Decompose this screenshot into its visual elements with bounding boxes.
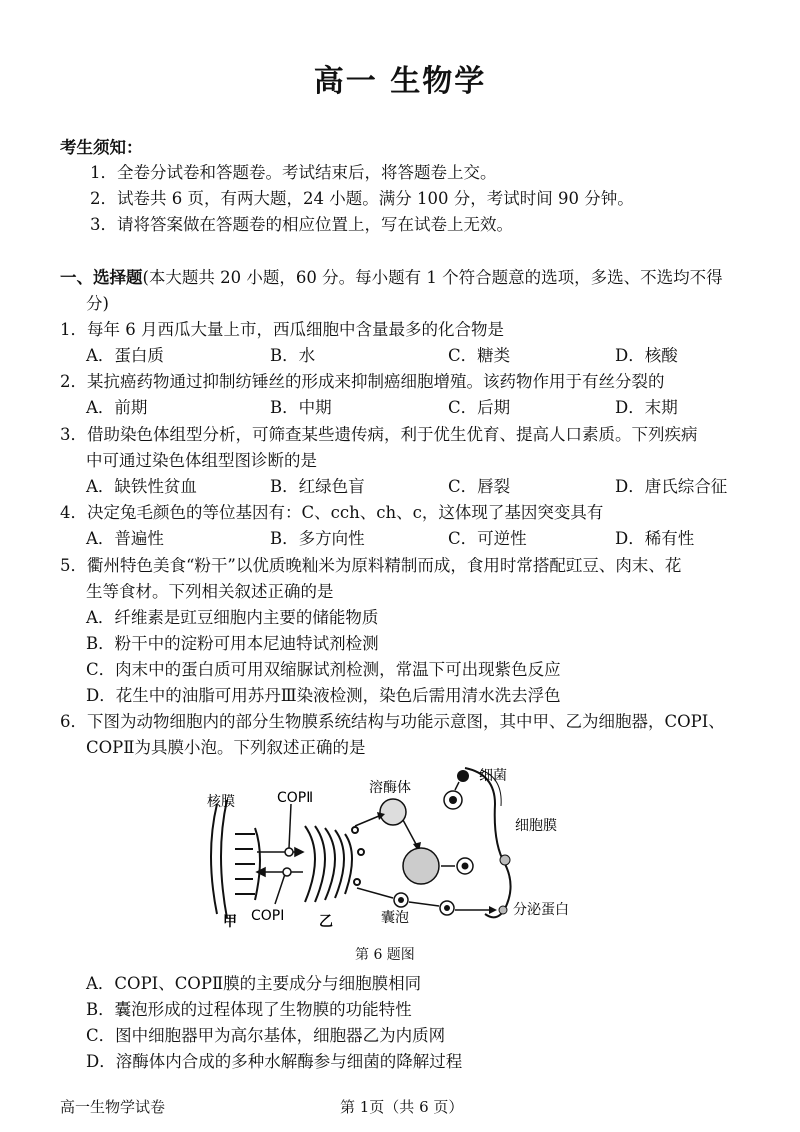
figure-caption: 第 6 题图	[355, 947, 415, 963]
question-stem: 2．某抗癌药物通过抑制纺锤丝的形成来抑制癌细胞增殖。该药物作用于有丝分裂的	[60, 372, 665, 391]
option-d: D．唐氏综合征	[615, 477, 728, 496]
label-lysosome: 溶酶体	[369, 780, 411, 796]
label-yi: 乙	[319, 914, 333, 930]
question-stem: 3．借助染色体组型分析，可筛查某些遗传病，利于优生优育、提高人口素质。下列疾病	[60, 425, 698, 444]
phagolysosome-shape	[403, 848, 439, 884]
option-a: A．普遍性	[86, 529, 164, 548]
cell-membrane-shape	[465, 768, 511, 917]
section-desc-cont: 分)	[86, 294, 109, 313]
label-cop2: COPⅡ	[277, 790, 314, 806]
option-c: C．可逆性	[448, 529, 527, 548]
option-b: B．中期	[270, 398, 332, 417]
option-c: C．图中细胞器甲为高尔基体，细胞器乙为内质网	[86, 1026, 446, 1045]
label-vesicle: 囊泡	[381, 910, 409, 926]
question-stem: 5．衢州特色美食“粉干”以优质晚籼米为原料精制而成，食用时常搭配豇豆、肉末、花	[60, 556, 682, 575]
notice-item: 2．试卷共 6 页，有两大题，24 小题。满分 100 分，考试时间 90 分钟。	[90, 189, 634, 208]
notice-heading: 考生须知：	[60, 138, 143, 157]
notice-item: 1．全卷分试卷和答题卷。考试结束后，将答题卷上交。	[90, 163, 497, 182]
label-cell-membrane: 细胞膜	[515, 818, 557, 834]
transport-arrows	[257, 804, 303, 904]
golgi-stack-shape	[305, 826, 364, 902]
option-c: C．唇裂	[448, 477, 511, 496]
footer-page-number: 第 1页（共 6 页）	[340, 1098, 464, 1116]
label-nuclear-membrane: 核膜	[207, 794, 235, 810]
question-stem: 1．每年 6 月西瓜大量上市，西瓜细胞中含量最多的化合物是	[60, 320, 504, 339]
option-b: B．粉干中的淀粉可用本尼迪特试剂检测	[86, 634, 379, 653]
footer-left: 高一生物学试卷	[60, 1098, 166, 1116]
option-c: C．糖类	[448, 346, 511, 365]
option-d: D．稀有性	[615, 529, 695, 548]
option-b: B．红绿色盲	[270, 477, 365, 496]
label-cop1: COPⅠ	[251, 908, 285, 924]
option-b: B．囊泡形成的过程体现了生物膜的功能特性	[86, 1000, 412, 1019]
question-stem: 4．决定兔毛颜色的等位基因有：C、cch、ch、c，这体现了基因突变具有	[60, 503, 604, 522]
question-stem-cont: COPⅡ为具膜小泡。下列叙述正确的是	[86, 738, 366, 757]
section-desc: (本大题共 20 小题，60 分。每小题有 1 个符合题意的选项，多选、不选均不得	[142, 268, 723, 287]
label-bacteria: 细菌	[479, 768, 507, 784]
option-c: C．肉末中的蛋白质可用双缩脲试剂检测，常温下可出现紫色反应	[86, 660, 561, 679]
question-stem-cont: 中可通过染色体组型图诊断的是	[86, 451, 317, 470]
option-a: A．前期	[86, 398, 148, 417]
notice-item: 3．请将答案做在答题卷的相应位置上，写在试卷上无效。	[90, 215, 513, 234]
nuclear-membrane-shape	[211, 800, 260, 918]
question-stem: 6．下图为动物细胞内的部分生物膜系统结构与功能示意图，其中甲、乙为细胞器，COPⅠ、	[60, 712, 725, 731]
lysosome-shape	[380, 799, 406, 825]
bacteria-shape	[457, 770, 469, 782]
option-c: C．后期	[448, 398, 511, 417]
vesicles	[283, 848, 293, 876]
option-d: D．溶酶体内合成的多种水解酶参与细菌的降解过程	[86, 1052, 463, 1071]
option-b: B．多方向性	[270, 529, 365, 548]
option-b: B．水	[270, 346, 316, 365]
question-stem-cont: 生等食材。下列相关叙述正确的是	[86, 582, 334, 601]
section-heading	[60, 268, 723, 288]
option-d: D．末期	[615, 398, 678, 417]
option-a: A．蛋白质	[86, 346, 164, 365]
option-a: A．COPⅠ、COPⅡ膜的主要成分与细胞膜相同	[86, 974, 422, 993]
label-secreted-protein: 分泌蛋白	[513, 902, 569, 918]
page-title: 高一 生物学	[313, 64, 487, 99]
section-title: 一、选择题	[60, 268, 143, 287]
label-jia: 甲	[223, 914, 237, 930]
option-a: A．缺铁性贫血	[86, 477, 197, 496]
option-a: A．纤维素是豇豆细胞内主要的储能物质	[86, 608, 379, 627]
membrane-system-diagram	[195, 764, 615, 936]
option-d: D．花生中的油脂可用苏丹Ⅲ染液检测，染色后需用清水洗去浮色	[86, 686, 561, 705]
option-d: D．核酸	[615, 346, 678, 365]
